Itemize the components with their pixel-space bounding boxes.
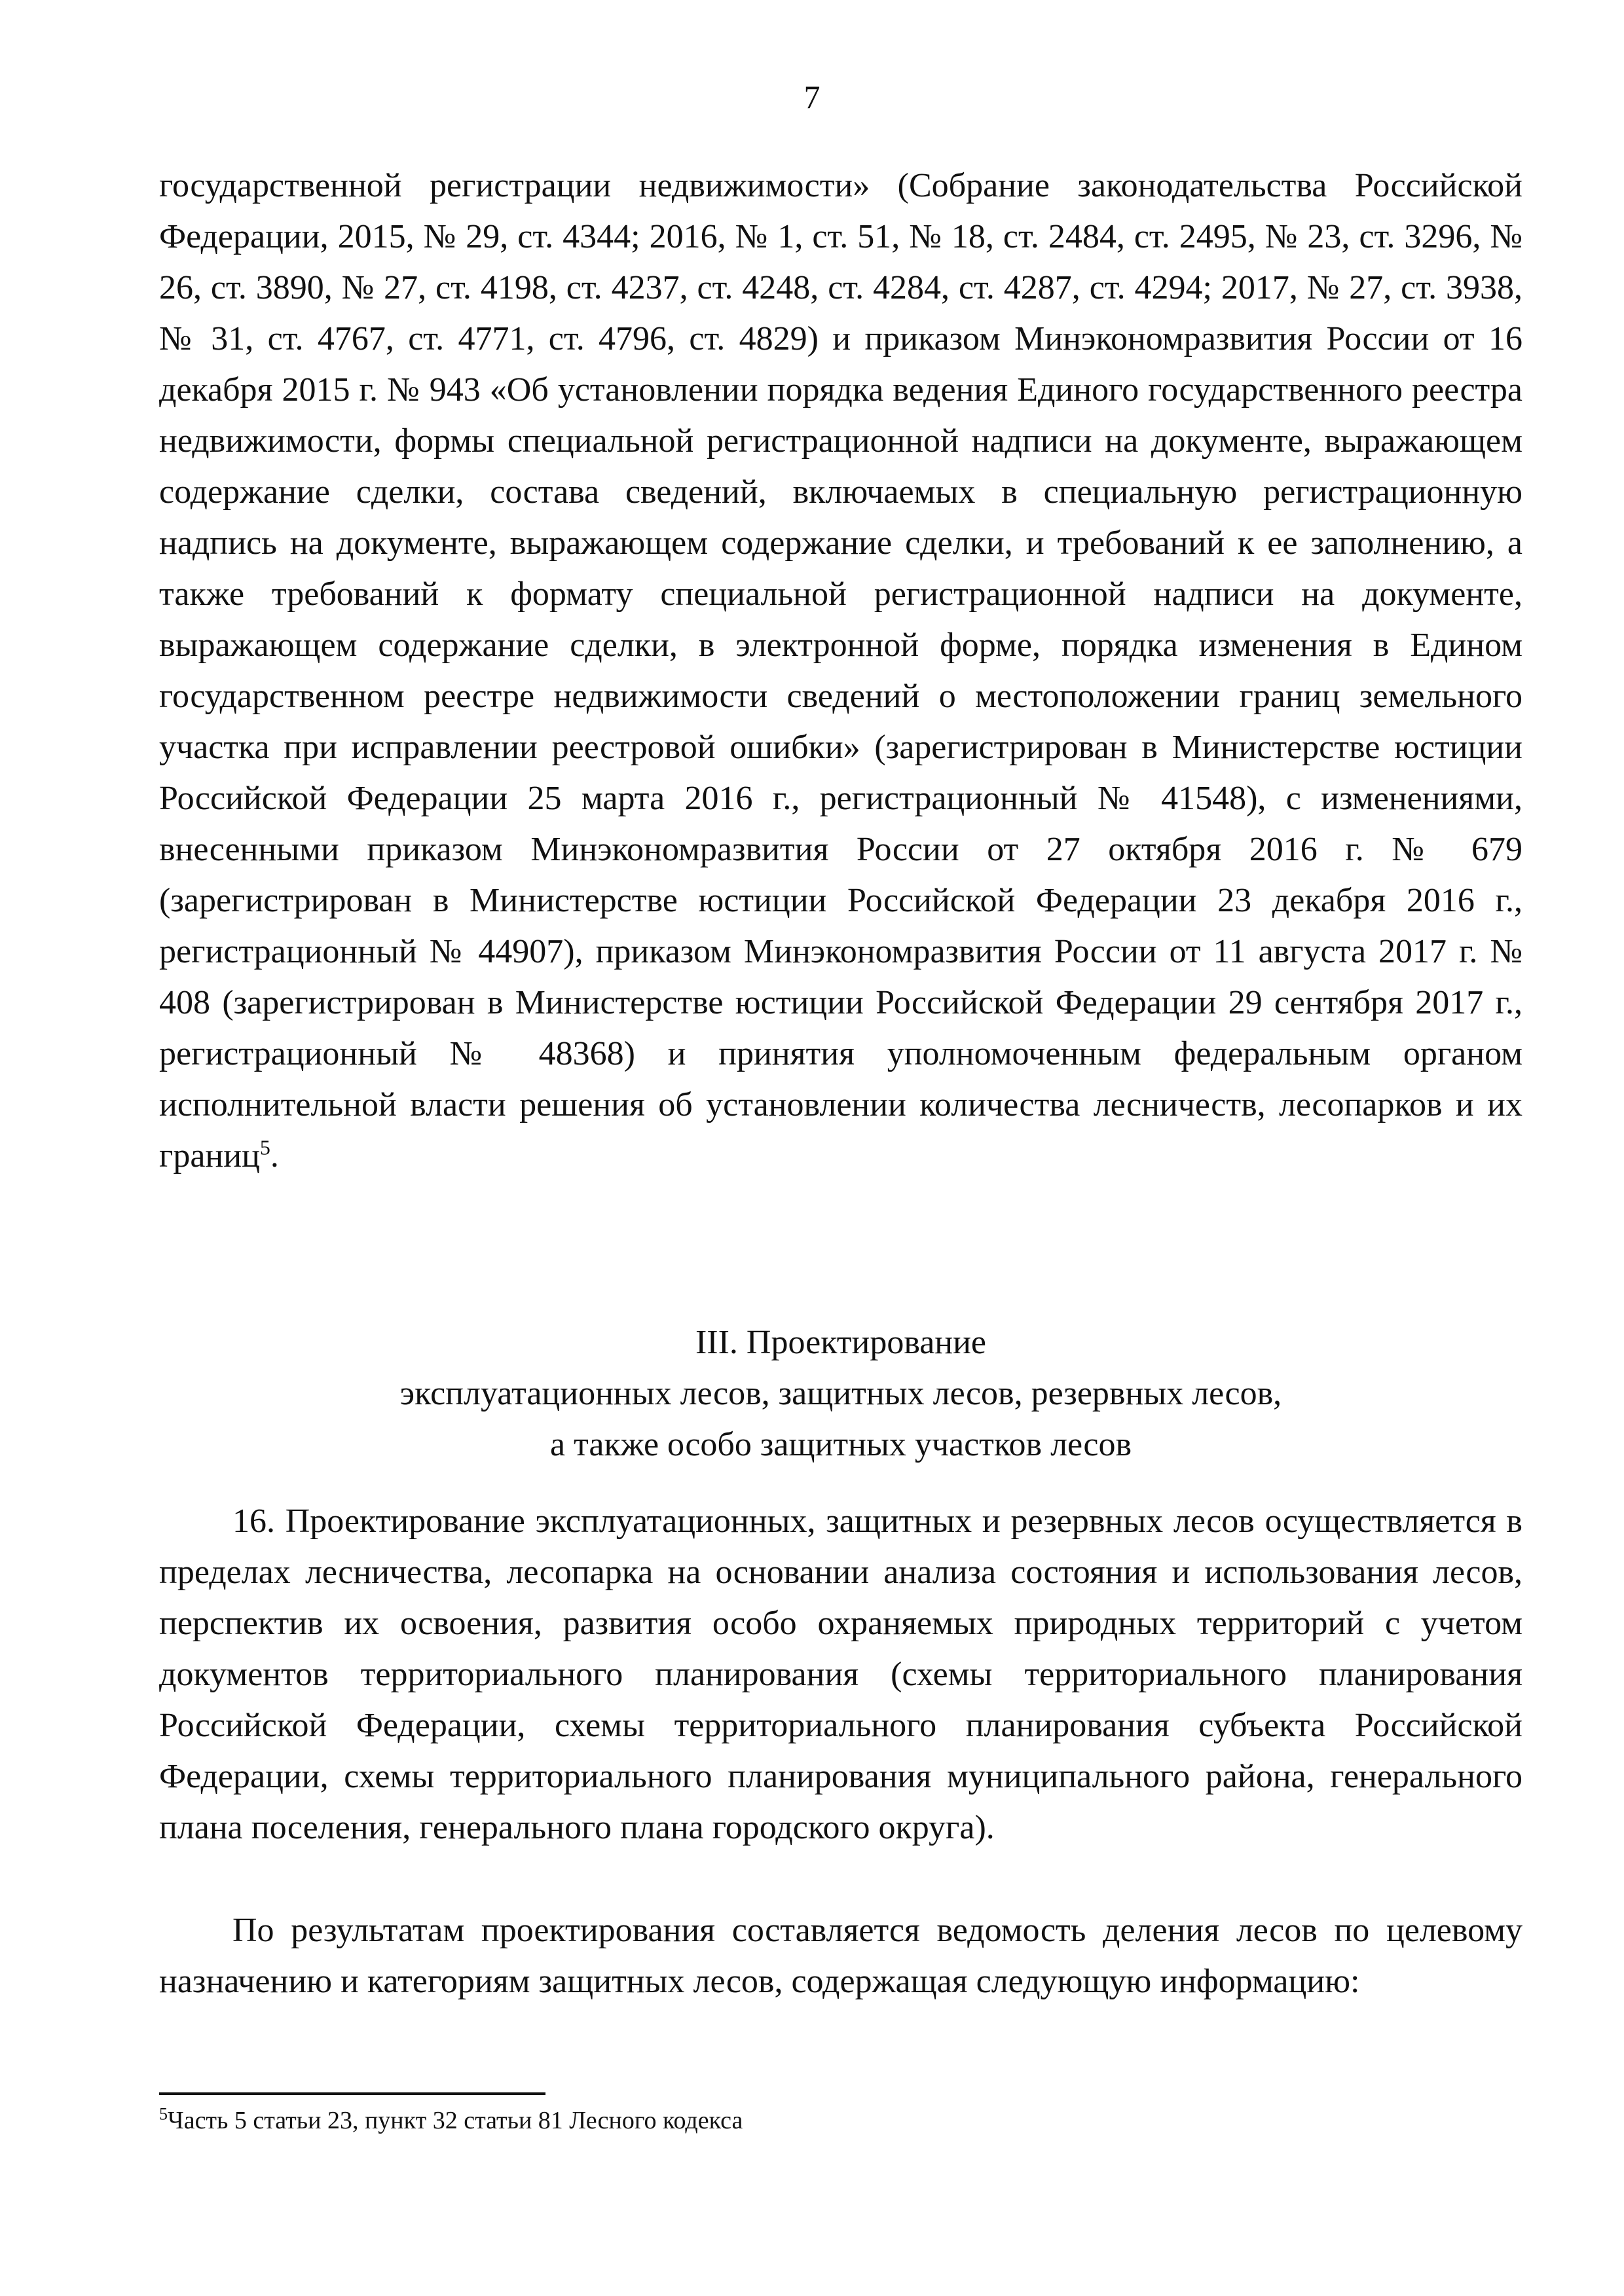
sentence-end: .: [270, 1137, 279, 1175]
continuation-paragraph: [159, 160, 1522, 1182]
footnote-text: Часть 5 статьи 23, пункт 32 статьи 81 Лесного кодекса: [168, 2107, 743, 2134]
footnote: [159, 2105, 1522, 2136]
continuation-paragraph-text: государственной регистрации недвижимости» (Собрание законодательства Российской Федерации, 2015, № 29, ст. 4344; 2016, № 1, ст. 51, № 18, ст. 2484, ст. 2495, № 23, ст. 3296, № 26, ст. 3890, № 27, ст. 4198, ст. 4237, ст. 4248, ст. 4284, ст. 4287, ст. 4294; 2017, № 27, ст. 3938, № 31, ст. 4767, ст. 4771, ст. 4796, ст. 4829) и приказом Минэкономразвития России от 16 декабря 2015 г. № 943 «Об установлении порядка ведения Единого государственного реестра недвижимости, формы специальной регистрационной надписи на документе, выражающем содержание сделки, состава сведений, включаемых в специальную регистрационную надпись на документе, выражающем содержание сделки, и требований к ее заполнению, а также требований к формату специальной регистрационной надписи на документе, выражающем содержание сделки, в электронной форме, порядка изменения в Едином государственном реестре недвижимости сведений о местоположении границ земельного участка при исправлении реестровой ошибки» (зарегистрирован в Министерстве юстиции Российской Федерации 25 марта 2016 г., регистрационный № 41548), с изменениями, внесенными приказом Минэкономразвития России от 27 октября 2016 г. № 679 (зарегистрирован в Министерстве юстиции Российской Федерации 23 декабря 2016 г., регистрационный № 44907), приказом Минэкономразвития России от 11 августа 2017 г. № 408 (зарегистрирован в Министерстве юстиции Российской Федерации 29 сентября 2017 г., регистрационный № 48368) и принятия уполномоченным федеральным органом исполнительной власти решения об установлении количества лесничеств, лесопарков и их границ: [159, 167, 1522, 1175]
page-number: 7: [803, 79, 821, 115]
paragraph-16: [159, 1496, 1522, 1853]
section-heading-line-2: эксплуатационных лесов, защитных лесов, резервных лесов,: [399, 1375, 1282, 1412]
paragraph-results: [159, 1905, 1522, 2007]
paragraph-16-text: 16. Проектирование эксплуатационных, защитных и резервных лесов осуществляется в пределах лесничества, лесопарка на основании анализа состояния и использования лесов, перспектив их освоения, развития особо охраняемых природных территорий с учетом документов территориального планирования (схемы территориального планирования Российской Федерации, схемы территориального планирования субъекта Российской Федерации, схемы территориального планирования муниципального района, генерального плана поселения, генерального плана городского округа).: [159, 1503, 1522, 1846]
paragraph-results-text: По результатам проектирования составляется ведомость деления лесов по целевому назначению и категориям защитных лесов, содержащая следующую информацию:: [159, 1912, 1522, 2000]
footnote-reference: 5: [259, 1135, 270, 1159]
section-heading-line-1: III. Проектирование: [695, 1324, 987, 1361]
footnote-marker: 5: [159, 2104, 168, 2124]
footnote-divider: [159, 2092, 545, 2095]
section-heading: [159, 1317, 1522, 1470]
section-heading-line-3: а также особо защитных участков лесов: [549, 1426, 1132, 1463]
